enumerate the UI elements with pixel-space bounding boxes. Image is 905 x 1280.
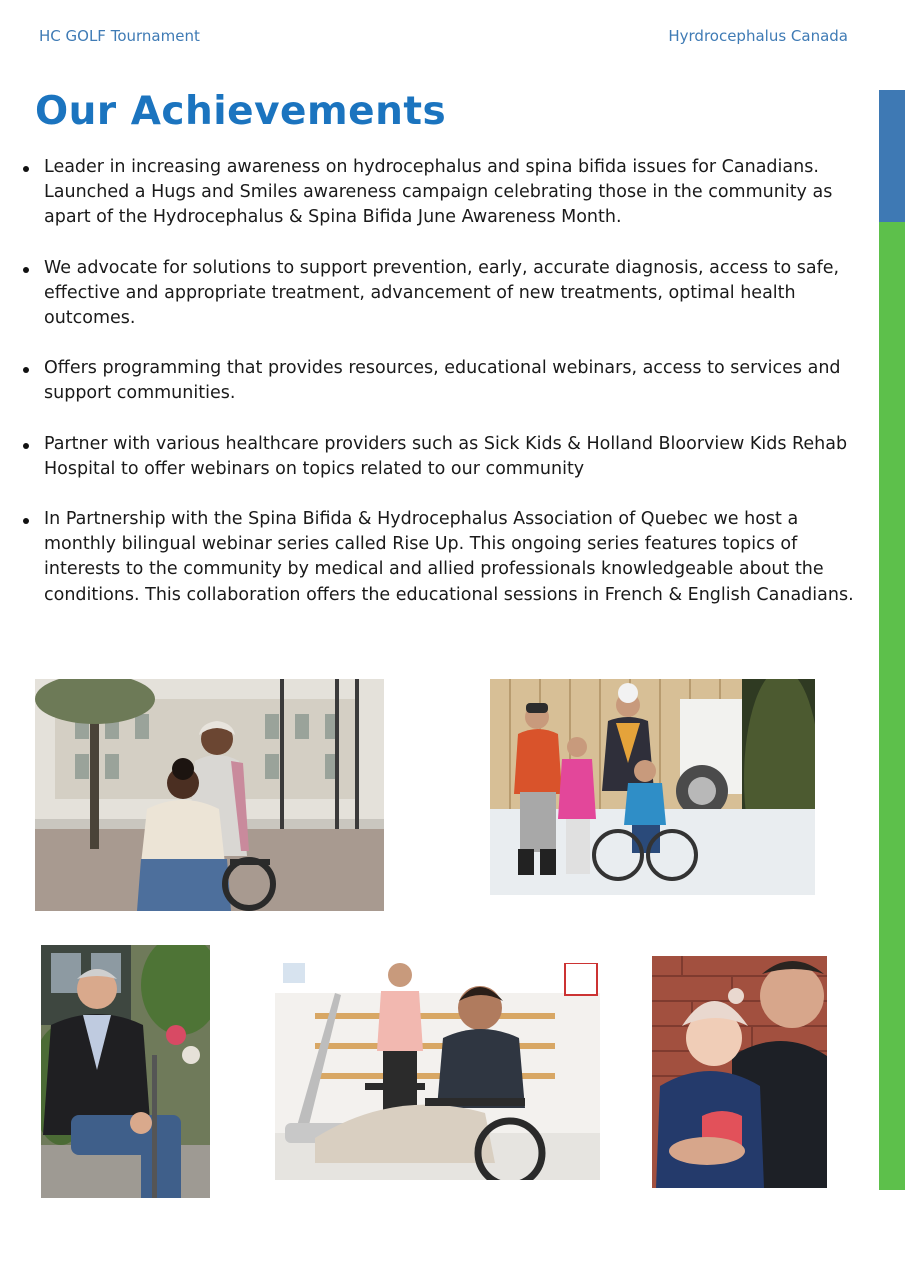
side-bar-green (879, 222, 905, 1190)
achievement-item: Offers programming that provides resources, educational webinars, access to services and support communities. (0, 356, 875, 406)
achievement-item: We advocate for solutions to support prevention, early, accurate diagnosis, access to safe, effective and appropriate treatment, advancement of new treatments, optimal health outcomes. (0, 256, 875, 332)
achievement-item: In Partnership with the Spina Bifida & Hydrocephalus Association of Quebec we host a monthly bilingual webinar series called Rise Up. This ongoing series features topics of interests to the community by medical and allied professionals knowledgeable about the conditions. This collaboration offers the educational sessions in French & English Canadians. (0, 507, 875, 608)
side-bar-blue (879, 90, 905, 222)
photo-man-with-cane (41, 945, 210, 1198)
photo-teen-wheelchair-rehab (275, 963, 600, 1180)
header-left-text: HC GOLF Tournament (39, 27, 200, 45)
header-right-text: Hyrdrocephalus Canada (668, 27, 848, 45)
photo-father-baby (652, 956, 827, 1188)
page-title: Our Achievements (35, 89, 447, 134)
photo-family-snow (490, 679, 815, 895)
achievement-item: Leader in increasing awareness on hydrocephalus and spina bifida issues for Canadians. Launched a Hugs and Smiles awareness campaign celebrating those in the community as apart of the Hydrocephalus & Spina Bifida June Awareness Month. (0, 155, 875, 231)
achievement-item: Partner with various healthcare providers such as Sick Kids & Holland Bloorview Kids Rehab Hospital to offer webinars on topics related to our community (0, 432, 875, 482)
photo-wheelchair-plaza (35, 679, 384, 911)
achievements-list (0, 155, 875, 633)
